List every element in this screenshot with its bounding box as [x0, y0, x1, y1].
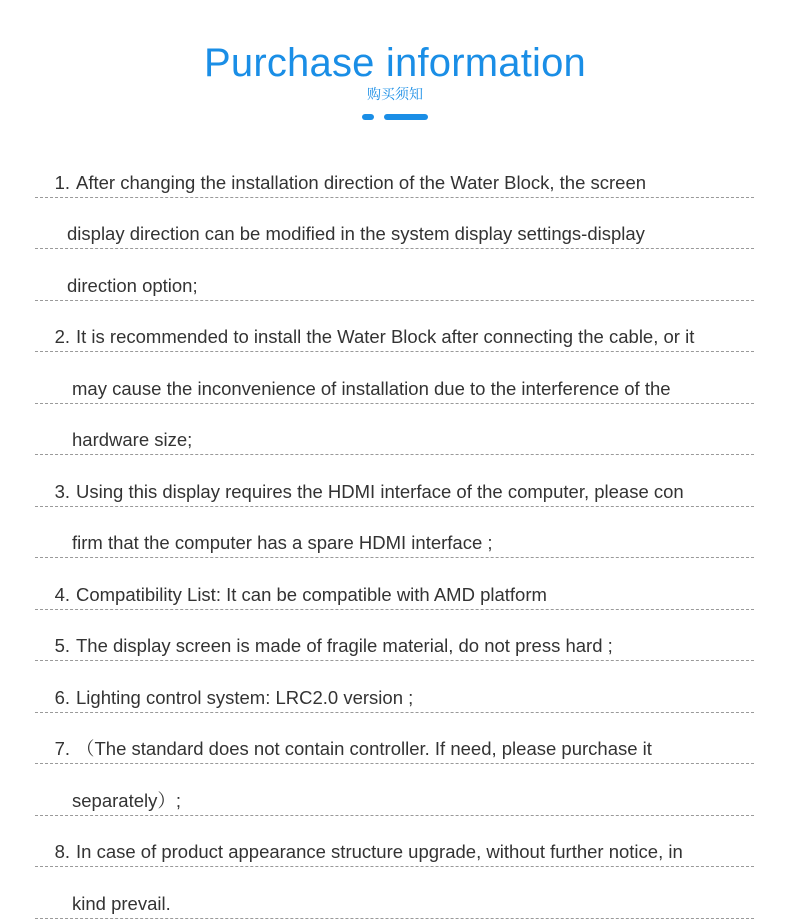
note-line-text: [35, 737, 652, 761]
note-text-continuation: may cause the inconvenience of installation due to the interference of the: [72, 377, 671, 399]
note-line: [35, 352, 754, 404]
title-decoration-bar: [384, 114, 428, 120]
note-line-text: [35, 634, 613, 658]
note-line: [35, 455, 754, 507]
note-number: 1.: [54, 171, 70, 193]
note-line: [35, 301, 754, 353]
note-line: [35, 764, 754, 816]
note-text-continuation: kind prevail.: [72, 892, 171, 914]
note-text: After changing the installation direction of the Water Block, the screen: [76, 171, 647, 193]
note-line-text: [35, 171, 646, 195]
note-number: 7.: [54, 738, 70, 759]
note-line-text: [35, 892, 171, 916]
note-text: In case of product appearance structure upgrade, without further notice, in: [76, 841, 683, 862]
note-line-text: [35, 840, 683, 864]
page-subtitle: 购买须知: [367, 87, 423, 103]
title-decoration-dot: [362, 114, 374, 120]
note-line-text: [35, 222, 645, 246]
note-number: 3.: [54, 480, 70, 502]
note-line: [35, 867, 754, 919]
note-text: It is recommended to install the Water Block after connecting the cable, or it: [76, 326, 695, 347]
note-text-continuation: firm that the computer has a spare HDMI interface ;: [72, 532, 493, 553]
note-line-text: [35, 428, 192, 452]
note-text-continuation: separately）;: [72, 789, 181, 811]
note-number: 5.: [54, 635, 70, 656]
note-text-continuation: display direction can be modified in the system display settings-display: [67, 223, 645, 244]
note-line: [35, 558, 754, 610]
purchase-notes-list: [0, 146, 790, 919]
page-title: Purchase information: [204, 41, 586, 85]
note-number: 6.: [54, 686, 70, 708]
note-line: [35, 249, 754, 301]
note-line: [35, 661, 754, 713]
note-number: 4.: [54, 583, 70, 605]
note-line: [35, 404, 754, 456]
note-line: [35, 146, 754, 198]
note-line-text: [35, 789, 181, 813]
note-line-text: [35, 531, 493, 555]
note-text: Compatibility List: It can be compatible with AMD platform: [76, 583, 547, 605]
note-line: [35, 507, 754, 559]
note-line-text: [35, 583, 547, 607]
note-line-text: [35, 686, 413, 710]
note-line-text: [35, 325, 694, 349]
note-line: [35, 610, 754, 662]
note-text-continuation: direction option;: [67, 274, 198, 296]
note-text: Using this display requires the HDMI interface of the computer, please con: [76, 480, 684, 502]
note-text-continuation: hardware size;: [72, 429, 193, 450]
note-line: [35, 713, 754, 765]
note-line: [35, 816, 754, 868]
note-number: 2.: [54, 326, 70, 347]
note-line: [35, 198, 754, 250]
note-text: Lighting control system: LRC2.0 version ;: [76, 686, 414, 708]
note-line-text: [35, 274, 198, 298]
note-text: The display screen is made of fragile material, do not press hard ;: [76, 635, 613, 656]
note-number: 8.: [54, 841, 70, 862]
note-line-text: [35, 377, 671, 401]
note-text: （The standard does not contain controller. If need, please purchase it: [76, 738, 652, 759]
note-line-text: [35, 480, 684, 504]
